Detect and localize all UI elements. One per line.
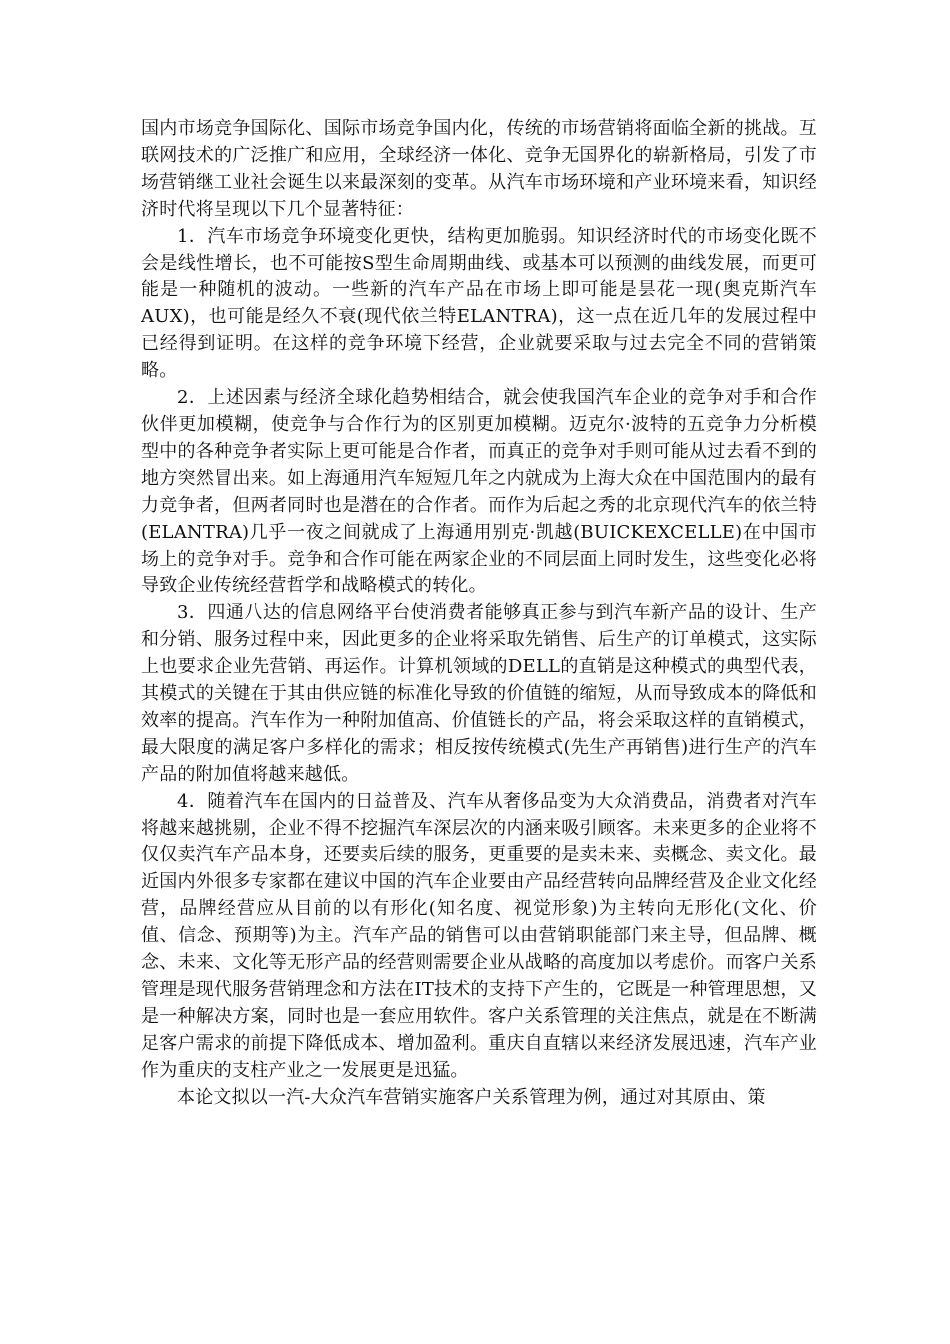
paragraph-point-1: 1．汽车市场竞争环境变化更快，结构更加脆弱。知识经济时代的市场变化既不会是线性增长，也不可能按S型生命周期曲线、或基本可以预测的曲线发展，而更可能是一种随机的波动。一些新的汽车产品在市场上即可能是昙花一现(奥克斯汽车AUX)，也可能是经久不衰(现代依兰特ELANTRA)，这一点在近几年的发展过程中已经得到证明。在这样的竞争环境下经营，企业就要采取与过去完全不同的营销策略。 — [141, 225, 817, 382]
paragraph-point-2: 2．上述因素与经济全球化趋势相结合，就会使我国汽车企业的竞争对手和合作伙伴更加模糊，使竞争与合作行为的区别更加模糊。迈克尔·波特的五竞争力分析模型中的各种竞争者实际上更可能是合作者，而真正的竞争对手则可能从过去看不到的地方突然冒出来。如上海通用汽车短短几年之内就成为上海大众在中国范围内的最有力竞争者，但两者同时也是潜在的合作者。而作为后起之秀的北京现代汽车的依兰特(ELANTRA)几乎一夜之间就成了上海通用别克·凯越(BUICKEXCELLE)在中国市场上的竞争对手。竞争和合作可能在两家企业的不同层面上同时发生，这些变化必将导致企业传统经营哲学和战略模式的转化。 — [141, 387, 817, 597]
paragraph-intro: 国内市场竞争国际化、国际市场竞争国内化，传统的市场营销将面临全新的挑战。互联网技术的广泛推广和应用，全球经济一体化、竞争无国界化的崭新格局，引发了市场营销继工业社会诞生以来最深刻的变革。从汽车市场环境和产业环境来看，知识经济时代将呈现以下几个显著特征： — [141, 118, 817, 220]
paragraph-thesis-intro: 本论文拟以一汽-大众汽车营销实施客户关系管理为例，通过对其原由、策 — [177, 1086, 766, 1108]
paragraph-point-3: 3．四通八达的信息网络平台使消费者能够真正参与到汽车新产品的设计、生产和分销、服务过程中来，因此更多的企业将采取先销售、后生产的订单模式，这实际上也要求企业先营销、再运作。计算机领域的DELL的直销是这种模式的典型代表，其模式的关键在于其由供应链的标准化导致的价值链的缩短，从而导致成本的降低和效率的提高。汽车作为一种附加值高、价值链长的产品，将会采取这样的直销模式，最大限度的满足客户多样化的需求；相反按传统模式(先生产再销售)进行生产的汽车产品的附加值将越来越低。 — [141, 602, 817, 785]
paragraph-point-4: 4．随着汽车在国内的日益普及、汽车从奢侈品变为大众消费品，消费者对汽车将越来越挑剔，企业不得不挖掘汽车深层次的内涵来吸引顾客。未来更多的企业将不仅仅卖汽车产品本身，还要卖后续的服务，更重要的是卖未来、卖概念、卖文化。最近国内外很多专家都在建议中国的汽车企业要由产品经营转向品牌经营及企业文化经营，品牌经营应从目前的以有形化(知名度、视觉形象)为主转向无形化(文化、价值、信念、预期等)为主。汽车产品的销售可以由营销职能部门来主导，但品牌、概念、未来、文化等无形产品的经营则需要企业从战略的高度加以考虑价。而客户关系管理是现代服务营销理念和方法在IT技术的支持下产生的，它既是一种管理思想，又是一种解决方案，同时也是一套应用软件。客户关系管理的关注焦点，就是在不断满足客户需求的前提下降低成本、增加盈利。重庆自直辖以来经济发展迅速，汽车产业作为重庆的支柱产业之一发展更是迅猛。 — [141, 790, 817, 1081]
document-body — [141, 116, 817, 1112]
